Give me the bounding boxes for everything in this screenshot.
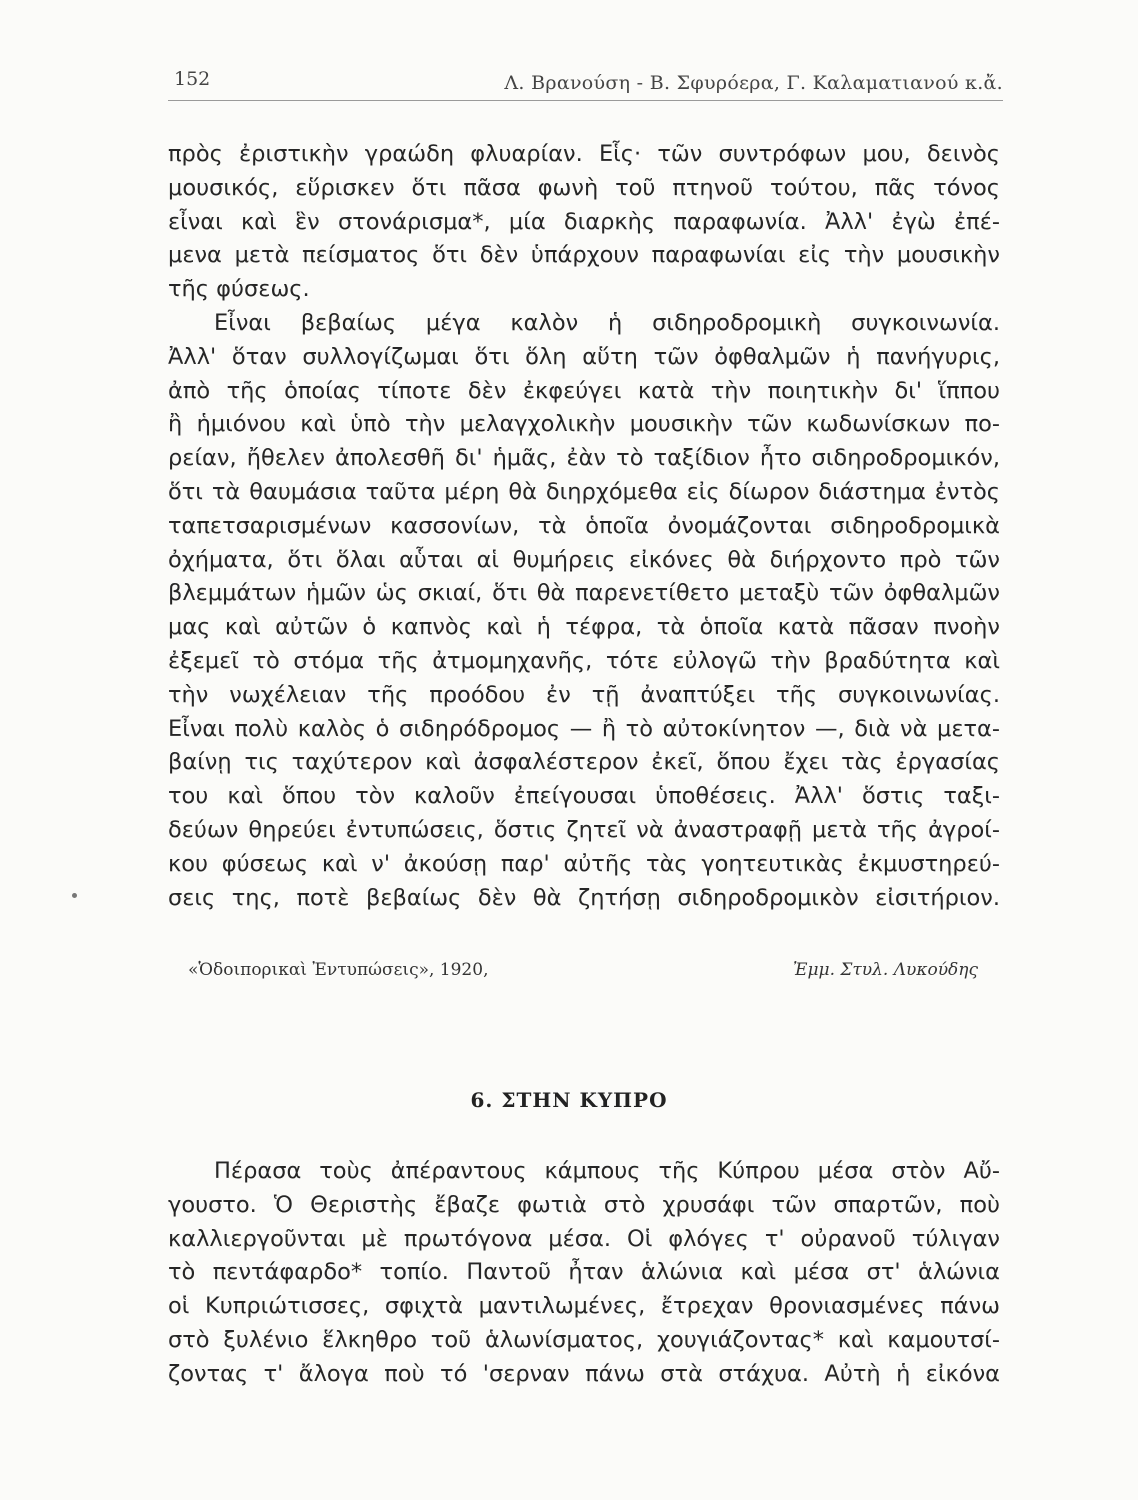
text-line: σεις της, ποτὲ βεβαίως δὲν θὰ ζητήσῃ σιδηροδρομικὸν εἰσιτήριον. (168, 884, 1000, 911)
text-line: ἢ ἡμιόνου καὶ ὑπὸ τὴν μελαγχολικὴν μουσικὴν τῶν κωδωνίσκων πο- (168, 411, 1000, 438)
header-rule (168, 100, 1003, 101)
section-heading: 6. ΣΤΗΝ ΚΥΠΡΟ (470, 1088, 668, 1112)
text-line: πρὸς ἐριστικὴν γραώδη φλυαρίαν. Εἷς· τῶν συντρόφων μου, δεινὸς (168, 141, 1000, 167)
text-line: δεύων θηρεύει ἐντυπώσεις, ὅστις ζητεῖ νὰ ἀναστραφῇ μετὰ τῆς ἀγροί- (168, 816, 1000, 843)
text-line: στὸ ξυλένιο ἕλκηθρο τοῦ ἁλωνίσματος, χουγιάζοντας* καὶ καμουτσί- (168, 1326, 1000, 1353)
source-author: Ἐμμ. Στυλ. Λυκούδης (792, 960, 978, 980)
paper-speck (72, 893, 77, 898)
text-line: Ἀλλ' ὅταν συλλογίζωμαι ὅτι ὅλη αὕτη τῶν ὀφθαλμῶν ἡ πανήγυρις, (168, 343, 1000, 370)
text-line: Εἶναι πολὺ καλὸς ὁ σιδηρόδρομος — ἢ τὸ αὐτοκίνητον —, διὰ νὰ μετα- (168, 715, 1000, 742)
source-work: «Ὁδοιπορικαὶ Ἐντυπώσεις», 1920, (188, 960, 489, 980)
passage-lykoudis (168, 138, 1000, 915)
text-line: τῆς φύσεως. (168, 276, 310, 303)
text-line: ὀχήματα, ὅτι ὅλαι αὗται αἱ θυμήρεις εἰκόνες θὰ διήρχοντο πρὸ τῶν (168, 546, 1000, 573)
text-line: βλεμμάτων ἡμῶν ὡς σκιαί, ὅτι θὰ παρενετίθετο μεταξὺ τῶν ὀφθαλμῶν (168, 580, 1000, 607)
text-line: Πέρασα τοὺς ἀπέραντους κάμπους τῆς Κύπρου μέσα στὸν Αὔ- (214, 1158, 1000, 1184)
text-line: ὅτι τὰ θαυμάσια ταῦτα μέρη θὰ διηρχόμεθα εἰς δίωρον διάστημα ἐντὸς (168, 478, 1000, 505)
text-line: ταπετσαρισμένων κασσονίων, τὰ ὁποῖα ὀνομάζονται σιδηροδρομικὰ (168, 512, 1000, 539)
text-line: οἱ Κυπριώτισσες, σφιχτὰ μαντιλωμένες, ἔτρεχαν θρονιασμένες πάνω (168, 1293, 1000, 1320)
text-line: μενα μετὰ πείσματος ὅτι δὲν ὑπάρχουν παραφωνίαι εἰς τὴν μουσικὴν (168, 242, 1000, 269)
text-line: ἀπὸ τῆς ὁποίας τίποτε δὲν ἐκφεύγει κατὰ τὴν ποιητικὴν δι' ἵππου (168, 377, 1000, 404)
source-citation (188, 956, 978, 986)
text-line: εἶναι καὶ ἓν στονάρισμα*, μία διαρκὴς παραφωνία. Ἀλλ' ἐγὼ ἐπέ- (168, 208, 1000, 235)
text-line: τὴν νωχέλειαν τῆς προόδου ἐν τῇ ἀναπτύξει τῆς συγκοινωνίας. (168, 681, 1000, 708)
text-line: μουσικός, εὕρισκεν ὅτι πᾶσα φωνὴ τοῦ πτηνοῦ τούτου, πᾶς τόνος (168, 174, 1000, 201)
text-line: του καὶ ὅπου τὸν καλοῦν ἐπείγουσαι ὑποθέσεις. Ἀλλ' ὅστις ταξι- (168, 783, 1000, 810)
passage-cyprus (168, 1155, 1000, 1392)
page-number: 152 (174, 68, 211, 90)
text-line: Εἶναι βεβαίως μέγα καλὸν ἡ σιδηροδρομικὴ συγκοινωνία. (214, 309, 1000, 336)
text-line: τὸ πεντάφαρδο* τοπίο. Παντοῦ ἦταν ἁλώνια καὶ μέσα στ' ἁλώνια (168, 1259, 1000, 1286)
text-line: ἐξεμεῖ τὸ στόμα τῆς ἀτμομηχανῆς, τότε εὐλογῶ τὴν βραδύτητα καὶ (168, 647, 1000, 674)
text-line: μας καὶ αὐτῶν ὁ καπνὸς καὶ ἡ τέφρα, τὰ ὁποῖα κατὰ πᾶσαν πνοὴν (168, 614, 1000, 641)
text-line: βαίνῃ τις ταχύτερον καὶ ἀσφαλέστερον ἐκεῖ, ὅπου ἔχει τὰς ἐργασίας (168, 749, 1000, 776)
text-line: ζοντας τ' ἄλογα ποὺ τό 'σερναν πάνω στὰ στάχυα. Αὐτὴ ἡ εἰκόνα (168, 1360, 1000, 1387)
running-title: Λ. Βρανούση - Β. Σφυρόερα, Γ. Καλαματιανού κ.ἄ. (504, 72, 1003, 94)
text-line: κου φύσεως καὶ ν' ἀκούσῃ παρ' αὐτῆς τὰς γοητευτικὰς ἐκμυστηρεύ- (168, 850, 1000, 877)
text-line: γουστο. Ὁ Θεριστὴς ἔβαζε φωτιὰ στὸ χρυσάφι τῶν σπαρτῶν, ποὺ (168, 1191, 1000, 1218)
text-line: καλλιεργοῦνται μὲ πρωτόγονα μέσα. Οἱ φλόγες τ' οὐρανοῦ τύλιγαν (168, 1225, 1000, 1252)
page-header (168, 62, 1003, 94)
text-line: ρείαν, ἤθελεν ἀπολεσθῆ δι' ἡμᾶς, ἐὰν τὸ ταξίδιον ἦτο σιδηροδρομικόν, (168, 445, 1000, 472)
